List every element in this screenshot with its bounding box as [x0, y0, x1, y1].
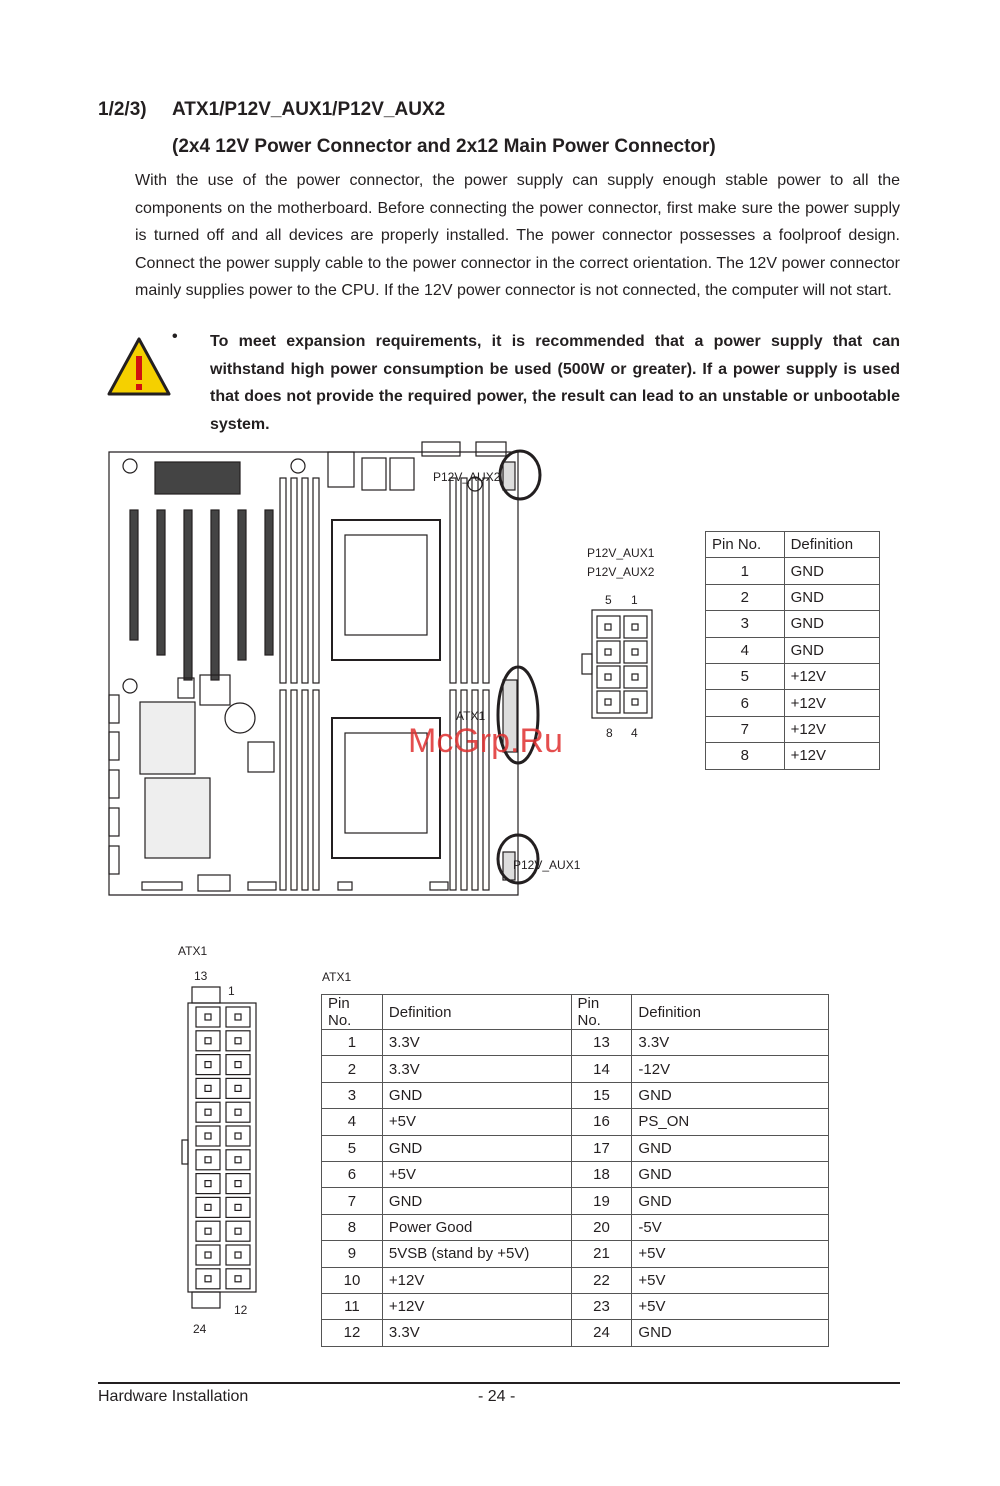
atx-pin-1-label: 1 — [228, 984, 235, 998]
pin-definition: GND — [382, 1135, 571, 1161]
pin-definition: +12V — [784, 690, 879, 716]
table-row — [706, 690, 880, 716]
pin-definition: GND — [382, 1082, 571, 1108]
pin-no: 3 — [706, 611, 785, 637]
header-definition: Definition — [784, 532, 879, 558]
pin-definition: GND — [632, 1135, 829, 1161]
atx-pin-13-label: 13 — [194, 969, 208, 983]
section-number: 1/2/3) — [98, 99, 147, 120]
pin-no: 20 — [571, 1214, 632, 1240]
pin-no: 1 — [322, 1030, 383, 1056]
pin-no: 8 — [706, 743, 785, 769]
board-label-p12v-aux1: P12V_AUX1 — [513, 858, 581, 872]
header-pin-no: Pin No. — [322, 995, 383, 1030]
pin-no: 5 — [322, 1135, 383, 1161]
pin-no: 5 — [706, 663, 785, 689]
pin-no: 4 — [706, 637, 785, 663]
aux-pin-4-label: 4 — [631, 726, 638, 740]
aux-pin-table — [705, 531, 880, 770]
warning-text: To meet expansion requirements, it is recommended that a power supply that can withstand high power consumption be used (500W or greater). If a power supply is used that does not provide the required power, the result can lead to an unstable or unbootable system. — [210, 333, 900, 433]
pin-definition: -5V — [632, 1214, 829, 1240]
pin-definition: -12V — [632, 1056, 829, 1082]
board-label-atx1: ATX1 — [456, 709, 486, 723]
warning-bullet: • — [172, 328, 178, 345]
header-definition: Definition — [632, 995, 829, 1030]
pin-no: 16 — [571, 1109, 632, 1135]
pin-definition: GND — [382, 1188, 571, 1214]
pin-definition: +12V — [382, 1267, 571, 1293]
board-label-p12v-aux2: P12V_AUX2 — [433, 470, 501, 484]
pin-definition: +5V — [382, 1109, 571, 1135]
body-paragraph: With the use of the power connector, the power supply can supply enough stable power to all the components on the motherboard. Before connecting the power connector, first make sure the power supply is turned off and all devices are properly installed. The power connector possesses a foolproof design. Connect the power supply cable to the power connector in the correct orientation. The 12V power connector mainly supplies power to the CPU. If the 12V power connector is not connected, the computer will not start. — [135, 172, 900, 300]
pin-definition: +12V — [382, 1293, 571, 1319]
atx-connector-diagram — [180, 985, 260, 1310]
atx-connector-label: ATX1 — [178, 944, 208, 958]
pin-no: 11 — [322, 1293, 383, 1319]
pin-definition: +12V — [784, 716, 879, 742]
header-definition: Definition — [382, 995, 571, 1030]
aux-pin-1-label: 1 — [631, 593, 638, 607]
table-row — [322, 1161, 829, 1187]
atx-pin-table — [321, 994, 829, 1347]
footer-rule — [98, 1382, 900, 1384]
table-row — [706, 743, 880, 769]
atx-table-caption: ATX1 — [322, 970, 352, 984]
pin-no: 21 — [571, 1241, 632, 1267]
aux-connector-diagram — [580, 608, 655, 722]
pin-no: 10 — [322, 1267, 383, 1293]
table-row — [706, 584, 880, 610]
aux-connector-label-2: P12V_AUX2 — [587, 565, 655, 579]
pin-definition: 3.3V — [632, 1030, 829, 1056]
table-row — [706, 637, 880, 663]
aux-pin-8-label: 8 — [606, 726, 613, 740]
aux-pin-5-label: 5 — [605, 593, 612, 607]
table-row — [706, 663, 880, 689]
watermark: McGrp.Ru — [408, 722, 563, 760]
table-row — [322, 1030, 829, 1056]
table-row — [322, 1267, 829, 1293]
header-pin-no: Pin No. — [706, 532, 785, 558]
table-row — [322, 1214, 829, 1240]
pin-no: 8 — [322, 1214, 383, 1240]
table-header-row — [322, 995, 829, 1030]
pin-no: 2 — [706, 584, 785, 610]
pin-no: 22 — [571, 1267, 632, 1293]
table-row — [706, 611, 880, 637]
pin-no: 14 — [571, 1056, 632, 1082]
pin-no: 2 — [322, 1056, 383, 1082]
pin-definition: +5V — [632, 1293, 829, 1319]
pin-no: 4 — [322, 1109, 383, 1135]
motherboard-diagram — [100, 440, 550, 900]
section-subtitle: (2x4 12V Power Connector and 2x12 Main Power Connector) — [172, 136, 716, 157]
pin-no: 6 — [706, 690, 785, 716]
pin-no: 19 — [571, 1188, 632, 1214]
pin-definition: GND — [784, 637, 879, 663]
table-row — [706, 716, 880, 742]
pin-no: 1 — [706, 558, 785, 584]
pin-definition: GND — [632, 1320, 829, 1346]
table-row — [322, 1056, 829, 1082]
pin-definition: GND — [784, 611, 879, 637]
pin-definition: 3.3V — [382, 1056, 571, 1082]
pin-definition: +5V — [382, 1161, 571, 1187]
section-title: ATX1/P12V_AUX1/P12V_AUX2 — [172, 99, 446, 120]
table-row — [322, 1241, 829, 1267]
pin-no: 7 — [322, 1188, 383, 1214]
table-row — [322, 1109, 829, 1135]
pin-definition: GND — [632, 1082, 829, 1108]
pin-definition: +12V — [784, 663, 879, 689]
pin-definition: GND — [784, 558, 879, 584]
table-row — [322, 1082, 829, 1108]
pin-definition: +12V — [784, 743, 879, 769]
pin-definition: 3.3V — [382, 1320, 571, 1346]
pin-no: 17 — [571, 1135, 632, 1161]
pin-definition: GND — [784, 584, 879, 610]
page-number: - 24 - — [478, 1388, 516, 1405]
atx-pin-12-label: 12 — [234, 1303, 248, 1317]
pin-no: 13 — [571, 1030, 632, 1056]
table-row — [322, 1188, 829, 1214]
pin-no: 23 — [571, 1293, 632, 1319]
pin-definition: Power Good — [382, 1214, 571, 1240]
pin-no: 15 — [571, 1082, 632, 1108]
table-row — [706, 558, 880, 584]
table-header-row — [706, 532, 880, 558]
footer-section: Hardware Installation — [98, 1388, 249, 1405]
pin-definition: 5VSB (stand by +5V) — [382, 1241, 571, 1267]
atx-pin-24-label: 24 — [193, 1322, 207, 1336]
pin-no: 7 — [706, 716, 785, 742]
pin-definition: +5V — [632, 1267, 829, 1293]
header-pin-no: Pin No. — [571, 995, 632, 1030]
pin-definition: GND — [632, 1161, 829, 1187]
pin-definition: 3.3V — [382, 1030, 571, 1056]
warning-icon — [106, 336, 172, 398]
pin-no: 3 — [322, 1082, 383, 1108]
pin-definition: +5V — [632, 1241, 829, 1267]
pin-definition: GND — [632, 1188, 829, 1214]
pin-definition: PS_ON — [632, 1109, 829, 1135]
aux-connector-label-1: P12V_AUX1 — [587, 546, 655, 560]
table-row — [322, 1135, 829, 1161]
pin-no: 9 — [322, 1241, 383, 1267]
pin-no: 6 — [322, 1161, 383, 1187]
table-row — [322, 1293, 829, 1319]
pin-no: 12 — [322, 1320, 383, 1346]
pin-no: 24 — [571, 1320, 632, 1346]
table-row — [322, 1320, 829, 1346]
pin-no: 18 — [571, 1161, 632, 1187]
